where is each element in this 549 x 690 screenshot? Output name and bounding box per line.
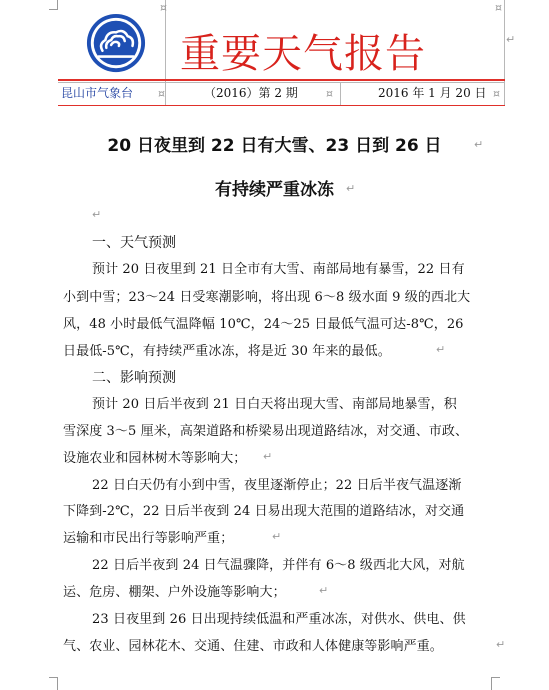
paragraph-line: 风，48 小时最低气温降幅 10℃，24～25 日最低气温可达-8℃，26 xyxy=(63,317,464,332)
table-divider xyxy=(165,0,166,105)
paragraph-line: 雪深度 3～5 厘米，高架道路和桥梁易出现道路结冰，对交通、市政、 xyxy=(63,424,469,439)
section-heading-impact: 二、影响预测 xyxy=(92,370,176,386)
table-cell-mark: ¤ xyxy=(495,1,502,14)
meteorological-bureau-logo xyxy=(85,12,147,74)
return-arrow-icon: ↵ xyxy=(506,33,516,46)
crop-mark xyxy=(57,677,58,690)
table-cell-mark: ¤ xyxy=(160,1,167,14)
paragraph-line: 运输和市民出行等影响严重； xyxy=(63,531,234,546)
paragraph-line: 预计 20 日后半夜到 21 日白天将出现大雪、南部局地暴雪，积 xyxy=(92,397,457,412)
headline-line-1: 20 日夜里到 22 日有大雪、23 日到 26 日 xyxy=(107,136,442,156)
section-heading-forecast: 一、天气预测 xyxy=(92,235,176,251)
return-arrow-icon: ↵ xyxy=(436,343,446,356)
masthead-red-rule xyxy=(58,105,505,106)
issue-number: （2016）第 2 期 xyxy=(204,86,298,100)
return-arrow-icon: ↵ xyxy=(319,584,329,597)
return-arrow-icon: ↵ xyxy=(272,530,282,543)
paragraph-line: 22 日白天仍有小到中雪，夜里逐渐停止；22 日后半夜气温逐渐 xyxy=(92,478,462,493)
crop-mark xyxy=(49,677,58,678)
table-cell-mark: ¤ xyxy=(493,87,500,100)
issue-date: 2016 年 1 月 20 日 xyxy=(378,86,487,100)
paragraph-line: 下降到-2℃，22 日后半夜到 24 日易出现大范围的道路结冰，对交通 xyxy=(63,504,465,519)
paragraph-line: 小到中雪；23～24 日受寒潮影响，将出现 6～8 级水面 9 级的西北大 xyxy=(63,290,471,305)
paragraph-line: 设施农业和园林树木等影响大； xyxy=(63,451,247,466)
paragraph-line: 预计 20 日夜里到 21 日全市有大雪、南部局地有暴雪，22 日有 xyxy=(92,262,465,277)
paragraph-line: 23 日夜里到 26 日出现持续低温和严重冰冻，对供水、供电、供 xyxy=(92,612,466,627)
station-name: 昆山市气象台 xyxy=(61,86,134,100)
return-arrow-icon: ↵ xyxy=(263,450,273,463)
crop-mark xyxy=(491,677,500,678)
report-title: 重要天气报告 xyxy=(180,31,426,77)
table-cell-mark: ¤ xyxy=(158,87,165,100)
masthead-red-rule xyxy=(58,79,505,81)
paragraph-line: 运、危房、棚架、户外设施等影响大； xyxy=(63,585,286,600)
return-arrow-icon: ↵ xyxy=(346,182,356,195)
return-arrow-icon: ↵ xyxy=(496,638,506,651)
table-divider xyxy=(340,82,341,105)
paragraph-line: 日最低-5℃，有持续严重冰冻，将是近 30 年来的最低。 xyxy=(63,344,391,359)
table-cell-mark: ¤ xyxy=(326,87,333,100)
table-divider xyxy=(58,82,505,83)
crop-mark xyxy=(49,9,58,10)
return-arrow-icon: ↵ xyxy=(92,208,102,221)
paragraph-line: 气、农业、园林花木、交通、住建、市政和人体健康等影响严重。 xyxy=(63,639,443,654)
return-arrow-icon: ↵ xyxy=(474,138,484,151)
paragraph-line: 22 日后半夜到 24 日气温骤降，并伴有 6～8 级西北大风，对航 xyxy=(92,558,465,573)
crop-mark xyxy=(491,677,492,690)
headline-line-2: 有持续严重冰冻 xyxy=(215,180,334,200)
